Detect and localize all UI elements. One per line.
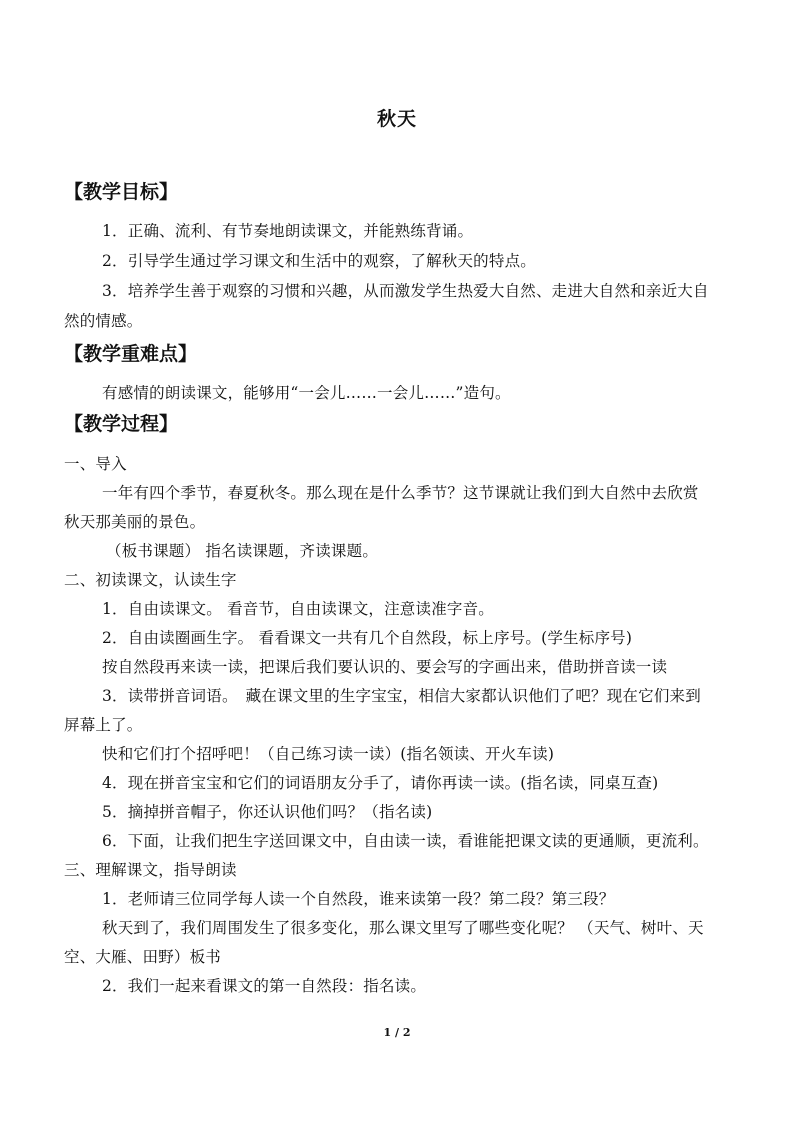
goal-line-2: 2．引导学生通过学习课文和生活中的观察，了解秋天的特点。	[102, 252, 536, 270]
process-line: 一、导入	[64, 455, 127, 473]
page-title: 秋天	[376, 108, 417, 130]
process-line: 2．自由读圈画生字。 看看课文一共有几个自然段，标上序号。(学生标序号)	[102, 629, 633, 647]
process-line: 6．下面，让我们把生字送回课文中，自由读一读，看谁能把课文读的更通顺，更流利。	[102, 832, 709, 850]
goal-line-3: 3．培养学生善于观察的习惯和兴趣，从而激发学生热爱大自然、走进大自然和亲近大自	[102, 282, 709, 300]
process-line: 快和它们打个招呼吧！（自己练习读一读）(指名领读、开火车读)	[102, 745, 555, 763]
process-line: 秋天到了，我们周围发生了很多变化，那么课文里写了哪些变化呢？ （天气、树叶、天	[102, 919, 704, 937]
process-line: 3．读带拼音词语。 藏在课文里的生字宝宝，相信大家都认识他们了吧？现在它们来到	[102, 687, 701, 705]
goal-line-1: 1．正确、流利、有节奏地朗读课文，并能熟练背诵。	[102, 222, 474, 240]
process-line: 1．老师请三位同学每人读一个自然段，谁来读第一段？第二段？第三段？	[102, 890, 615, 908]
key-points-text: 有感情的朗读课文，能够用“一会儿……一会儿……”造句。	[102, 384, 511, 402]
goal-line-3-cont: 然的情感。	[64, 312, 143, 330]
process-line: 空、大雁、田野）板书	[64, 948, 222, 966]
process-line: （板书课题） 指名读课题，齐读课题。	[106, 542, 379, 560]
key-points-heading: 【教学重难点】	[64, 343, 198, 365]
process-line: 屏幕上了。	[64, 716, 143, 734]
goals-heading: 【教学目标】	[64, 181, 179, 203]
process-line: 二、初读课文，认读生字	[64, 571, 237, 589]
page-number: 1 / 2	[383, 1026, 411, 1039]
process-line: 5．摘掉拼音帽子，你还认识他们吗？（指名读)	[102, 803, 433, 821]
process-line: 三、理解课文，指导朗读	[64, 861, 237, 879]
process-line: 1．自由读课文。 看音节，自由读课文，注意读准字音。	[102, 600, 494, 618]
process-line: 秋天那美丽的景色。	[64, 513, 206, 531]
process-line: 4．现在拼音宝宝和它们的词语朋友分手了，请你再读一读。(指名读，同桌互查)	[102, 774, 659, 792]
process-line: 一年有四个季节，春夏秋冬。那么现在是什么季节？这节课就让我们到大自然中去欣赏	[102, 484, 699, 502]
process-line: 按自然段再来读一读，把课后我们要认识的、要会写的字画出来，借助拼音读一读	[102, 658, 668, 676]
process-heading: 【教学过程】	[64, 413, 179, 435]
process-line: 2．我们一起来看课文的第一自然段：指名读。	[102, 977, 427, 995]
